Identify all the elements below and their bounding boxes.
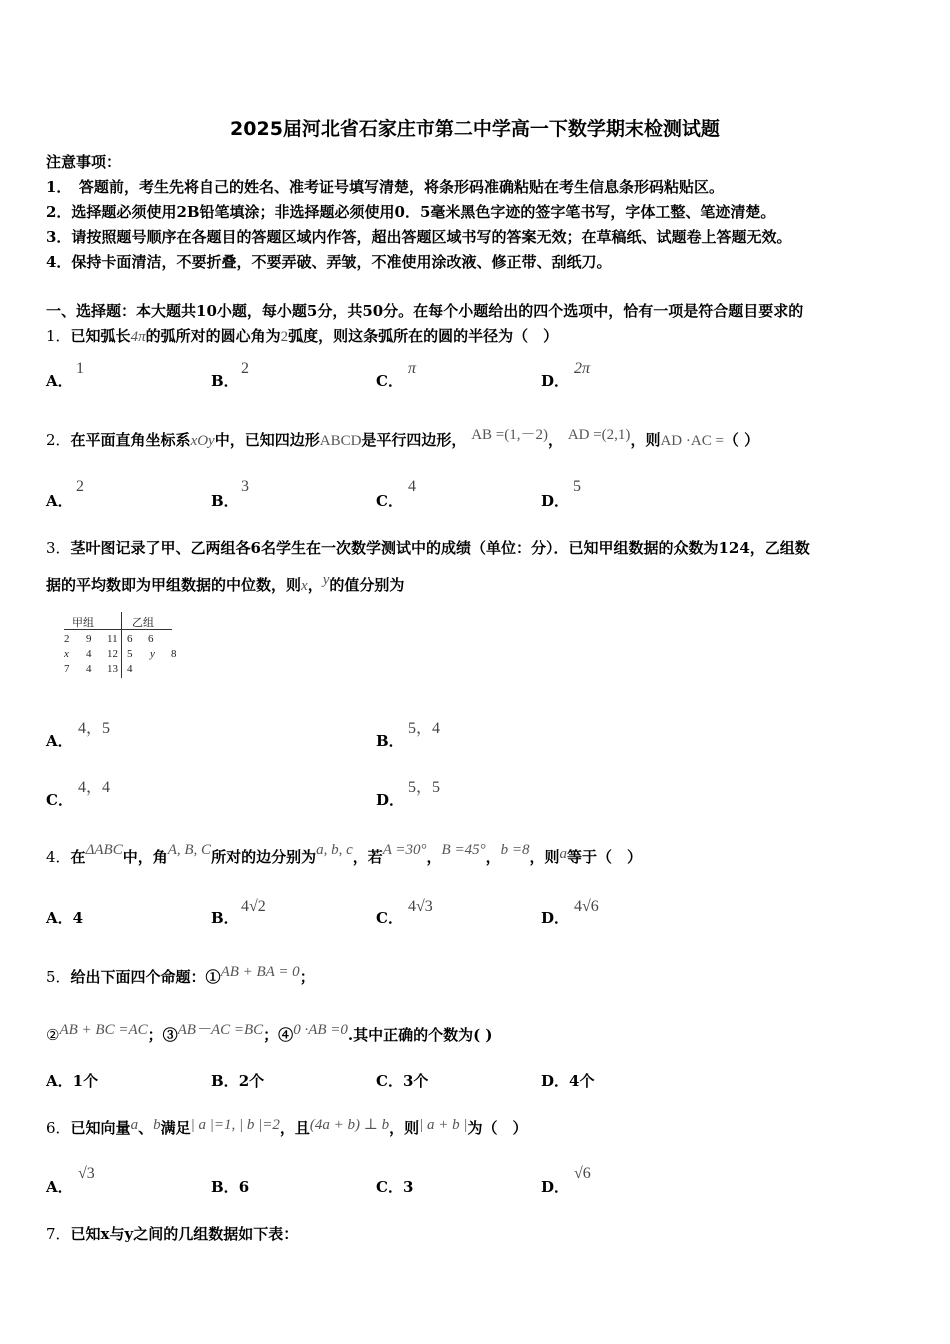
math-expr: AB + BC =AC [59, 1022, 148, 1038]
option-d[interactable] [541, 1176, 569, 1197]
math-expr: ABCD [319, 433, 362, 449]
q-text: ，则 [529, 848, 560, 866]
question-3 [46, 537, 810, 558]
q-text: ；③ [147, 1026, 178, 1044]
option-d[interactable] [376, 789, 404, 810]
q-text: 给出下面四个命题：① [70, 968, 221, 986]
option-value: 6 [238, 1178, 250, 1196]
option-label: D． [541, 909, 570, 927]
math-expr: y [322, 572, 330, 588]
option-label: A． [46, 1072, 73, 1090]
option-value: 4√2 [241, 898, 266, 915]
q-text: 据的平均数即为甲组数据的中位数，则 [46, 576, 302, 594]
math-expr: B =45° [441, 842, 486, 858]
q-text: 是平行四边形， [361, 431, 467, 449]
question-6 [46, 1117, 527, 1138]
option-value: 2π [574, 360, 591, 377]
q-text: 弧度，则这条弧所在的圆的半径为（ ） [288, 327, 559, 345]
option-d[interactable] [541, 1070, 594, 1091]
option-value: 3个 [402, 1072, 429, 1090]
option-label: B． [211, 1072, 239, 1090]
math-expr: | a + b | [419, 1117, 468, 1133]
q-text: ； [299, 968, 315, 986]
option-value: 4，4 [78, 779, 111, 796]
option-c[interactable] [376, 1070, 428, 1091]
q-text: ，则 [389, 1119, 420, 1137]
option-d[interactable] [541, 370, 569, 391]
stem-divider-horizontal [64, 629, 172, 630]
question-7 [46, 1223, 298, 1244]
leaf-left: 2 [64, 633, 70, 645]
option-b[interactable] [376, 730, 404, 751]
stem-value: 12 [107, 648, 118, 660]
notice-heading: 注意事项： [46, 153, 122, 171]
leaf-right: 6 [127, 633, 133, 645]
option-a[interactable] [46, 907, 83, 928]
q-text: 中，已知四边形 [214, 431, 320, 449]
option-b[interactable] [211, 370, 239, 391]
option-label: B． [211, 909, 239, 927]
question-3-line2 [46, 574, 404, 595]
option-label: A． [46, 492, 73, 510]
leaf-left: 7 [64, 663, 70, 675]
option-a[interactable] [46, 730, 73, 751]
section-heading: 一、选择题：本大题共10小题，每小题5分，共50分。在每个小题给出的四个选项中，恰有一项是符合题目要求的 [46, 302, 804, 320]
math-expr: AD ·AC = [660, 433, 724, 449]
leaf-right: y [150, 648, 155, 660]
option-value: √3 [78, 1165, 95, 1182]
math-expr: a [130, 1117, 139, 1133]
option-label: B． [376, 732, 404, 750]
math-expr: A =30° [382, 842, 427, 858]
math-expr: 4π [130, 329, 146, 345]
option-label: C． [376, 1072, 403, 1090]
leaf-right: 8 [171, 648, 177, 660]
q-text: 中，角 [122, 848, 168, 866]
q-text: 等于（ ） [567, 848, 643, 866]
option-label: A． [46, 1178, 73, 1196]
math-expr: xOy [190, 433, 215, 449]
option-label: D． [541, 492, 570, 510]
math-expr: | a |=1, | b |=2 [190, 1117, 280, 1133]
q-text: ，若 [352, 848, 383, 866]
option-label: D． [541, 1072, 570, 1090]
math-expr: 2 [280, 329, 289, 345]
question-number: 7． [46, 1225, 71, 1243]
math-expr: AB =(1,－2) [471, 427, 549, 443]
option-label: D． [541, 372, 570, 390]
option-value: 2 [241, 360, 249, 377]
notice-item: 4．保持卡面清洁，不要折叠，不要弄破、弄皱，不准使用涂改液、修正带、刮纸刀。 [46, 253, 612, 271]
question-number: 4． [46, 848, 71, 866]
option-c[interactable] [376, 907, 403, 928]
leaf-right: 6 [148, 633, 154, 645]
math-expr: a, b, c [316, 842, 353, 858]
stem-divider-vertical [121, 612, 122, 678]
math-expr: x [301, 578, 308, 594]
option-value: 3 [402, 1178, 414, 1196]
leaf-left: x [64, 648, 69, 660]
option-d[interactable] [541, 490, 569, 511]
option-value: 4个 [569, 1072, 595, 1090]
q-text: ， [548, 431, 564, 449]
option-value: 4√6 [574, 898, 599, 915]
q-text: （ ） [723, 431, 760, 449]
question-number: 2． [46, 431, 71, 449]
option-value: 2个 [238, 1072, 265, 1090]
q-text: .其中正确的个数为( ) [347, 1026, 493, 1044]
option-value: 1 [76, 360, 84, 377]
leaf-right: 5 [127, 648, 133, 660]
option-d[interactable] [541, 907, 569, 928]
question-number: 3． [46, 539, 71, 557]
q-text: 的值分别为 [329, 576, 405, 594]
question-5 [46, 966, 315, 987]
option-a[interactable] [46, 1070, 98, 1091]
q-text: ；④ [263, 1026, 294, 1044]
option-label: B． [211, 372, 239, 390]
option-value: 4√3 [408, 898, 433, 915]
q-text: ， [307, 576, 323, 594]
option-label: B． [211, 1178, 239, 1196]
option-value: 4 [72, 909, 84, 927]
option-label: B． [211, 492, 239, 510]
option-value: 1个 [72, 1072, 99, 1090]
math-expr: b [153, 1117, 161, 1133]
q-text: 、 [138, 1119, 154, 1137]
option-label: A． [46, 732, 73, 750]
question-number: 1． [46, 327, 71, 345]
option-c[interactable] [376, 490, 403, 511]
q-text: 所对的边分别为 [211, 848, 317, 866]
q-text: 在平面直角坐标系 [70, 431, 191, 449]
q-text: 的弧所对的圆心角为 [145, 327, 281, 345]
question-4 [46, 842, 643, 867]
q-text: 已知向量 [70, 1119, 131, 1137]
option-a[interactable] [46, 490, 73, 511]
option-c[interactable] [376, 370, 403, 391]
math-expr: AB－AC =BC [177, 1022, 264, 1038]
q-text: ，且 [279, 1119, 310, 1137]
question-2 [46, 429, 759, 450]
option-label: C． [376, 492, 403, 510]
math-expr: b =8 [500, 842, 530, 858]
q-text: ，则 [630, 431, 661, 449]
option-b[interactable] [211, 1176, 249, 1197]
option-label: C． [376, 372, 403, 390]
option-a[interactable] [46, 1176, 73, 1197]
q-text: 在 [70, 848, 86, 866]
option-label: C． [376, 909, 403, 927]
leaf-left: 4 [86, 663, 92, 675]
notice-item: 2．选择题必须使用2B铅笔填涂；非选择题必须使用0．5毫米黑色字迹的签字笔书写，字体工整、笔迹清楚。 [46, 203, 776, 221]
option-value: 5，5 [408, 779, 441, 796]
stem-leaf-plot [60, 612, 180, 682]
math-expr: ΔABC [85, 842, 123, 858]
option-value: 5 [573, 478, 581, 495]
option-value: 2 [76, 478, 84, 495]
q-text: 为（ ） [467, 1119, 528, 1137]
notice-item: 1． 答题前，考生先将自己的姓名、准考证号填写清楚，将条形码准确粘贴在考生信息条形码粘贴区。 [46, 178, 724, 196]
notice-item: 3．请按照题号顺序在各题目的答题区域内作答，超出答题区域书写的答案无效；在草稿纸、试题卷上答题无效。 [46, 228, 792, 246]
question-5-line2 [46, 1024, 493, 1045]
option-label: D． [376, 791, 405, 809]
q-text: ， [485, 848, 501, 866]
option-label: A． [46, 372, 73, 390]
math-expr: AB + BA = 0 [220, 964, 300, 980]
stem-value: 11 [107, 633, 118, 645]
math-expr: AD =(2,1) [567, 427, 631, 443]
stem-header-right: 乙组 [132, 617, 154, 629]
stem-value: 13 [107, 663, 118, 675]
option-value: √6 [574, 1165, 591, 1182]
stem-header-left: 甲组 [72, 617, 94, 629]
option-value: 3 [241, 478, 249, 495]
leaf-left: 4 [86, 648, 92, 660]
option-label: C． [46, 791, 73, 809]
question-number: 5． [46, 968, 71, 986]
q-text: 满足 [160, 1119, 191, 1137]
q-text: 茎叶图记录了甲、乙两组各6名学生在一次数学测试中的成绩（单位：分）．已知甲组数据的众数为124，乙组数 [70, 539, 810, 557]
page-title: 2025届河北省石家庄市第二中学高一下数学期末检测试题 [230, 118, 720, 140]
math-expr: a [559, 846, 567, 862]
option-b[interactable] [211, 1070, 264, 1091]
option-b[interactable] [211, 490, 239, 511]
option-c[interactable] [46, 789, 73, 810]
option-label: D． [541, 1178, 570, 1196]
option-a[interactable] [46, 370, 73, 391]
option-value: 5，4 [408, 720, 441, 737]
question-number: 6． [46, 1119, 71, 1137]
q-text: 已知x与y之间的几组数据如下表： [70, 1225, 299, 1243]
option-b[interactable] [211, 907, 239, 928]
q-text: ， [426, 848, 442, 866]
option-value: 4，5 [78, 720, 111, 737]
leaf-left: 9 [86, 633, 92, 645]
option-c[interactable] [376, 1176, 413, 1197]
leaf-right: 4 [127, 663, 133, 675]
q-text: ② [46, 1026, 60, 1044]
math-expr: 0 ·AB =0 [293, 1022, 348, 1038]
question-1 [46, 325, 558, 346]
math-expr: (4a + b) ⊥ b [309, 1117, 390, 1133]
option-value: π [408, 360, 417, 377]
option-value: 4 [408, 478, 416, 495]
option-label: A． [46, 909, 73, 927]
q-text: 已知弧长 [70, 327, 131, 345]
math-expr: A, B, C [167, 842, 212, 858]
option-label: C． [376, 1178, 403, 1196]
